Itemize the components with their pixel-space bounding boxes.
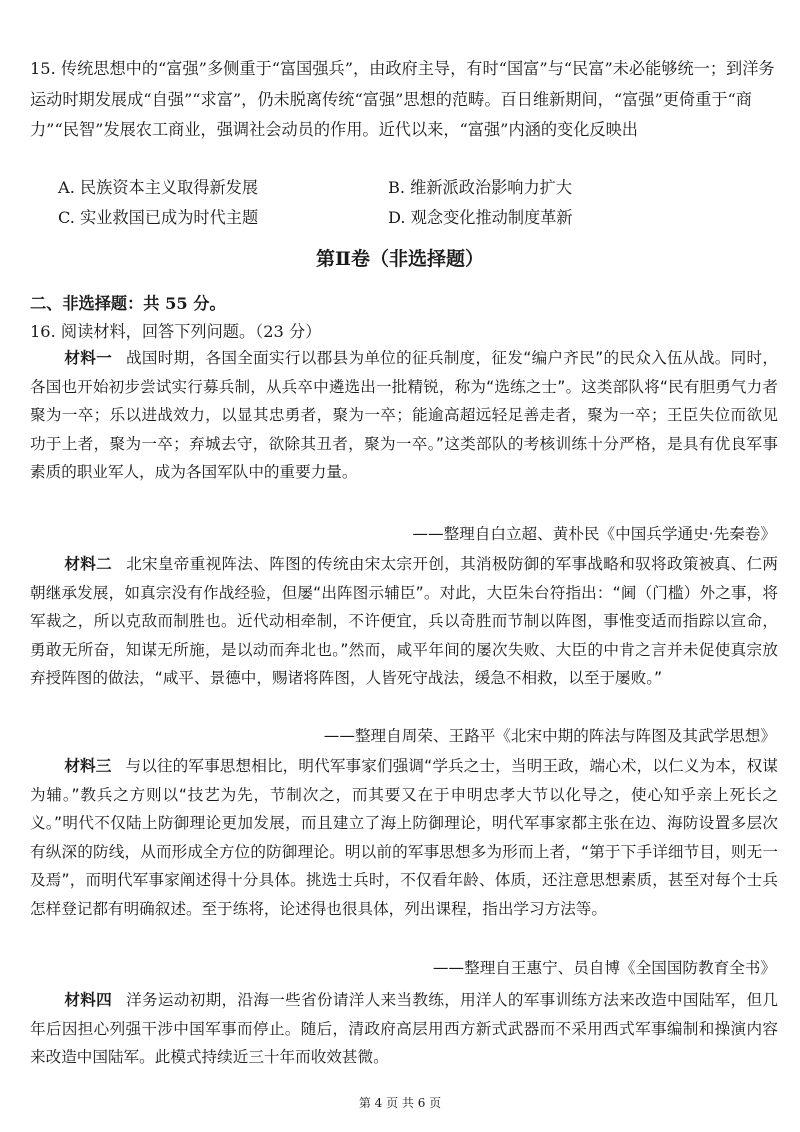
material-label: 材料三	[64, 756, 112, 775]
material-text: 洋务运动初期，沿海一些省份请洋人来当教练，用洋人的军事训练方法来改造中国陆军，但几年后因担心列强干涉中国军事而停止。随后，清政府高层用西方新式武器而不采用西式军事编制和操演内容来改造中国陆军。此模式持续近三十年而收效甚微。	[30, 991, 778, 1067]
question-16-stem: 16. 阅读材料，回答下列问题。（23 分）	[30, 322, 322, 341]
material-label: 材料二	[64, 554, 113, 573]
question-15	[30, 54, 775, 146]
page-footer: 第 4 页 共 6 页	[358, 1096, 442, 1110]
material-1	[30, 344, 778, 487]
material-text: 与以往的军事思想相比，明代军事家们强调“学兵之士，当明王政，端心术，以仁义为本，权谋为辅。”教兵之方则以“技艺为先，节制次之，而其要又在于申明忠孝大节以化导之，使心知乎亲上死长之义。”明代不仅陆上防御理论更加发展，而且建立了海上防御理论，明代军事家都主张在边、海防设置多层次有纵深的防线，从而形成全方位的防御理论。明以前的军事思想多为形而上者，“第于下手详细节目，则无一及焉”，而明代军事家阐述得十分具体。挑选士兵时，不仅看年龄、体质，还注意思想素质，甚至对每个士兵怎样登记都有明确叙述。至于练将，论述得也很具体，列出课程，指出学习方法等。	[30, 757, 778, 918]
option-b: B. 维新派政治影响力扩大	[388, 178, 573, 197]
part-two-heading: 二、非选择题：共 55 分。	[30, 294, 226, 313]
question-15-stem: 15. 传统思想中的“富强”多侧重于“富国强兵”，由政府主导，有时“国富”与“民富”未必能够统一；到洋务运动时期发展成“自强”“求富”，仍未脱离传统“富强”思想的范畴。百日维新期间，“富强”更倚重于“商力”“民智”发展农工商业，强调社会动员的作用。近代以来，“富强”内涵的变化反映出	[30, 59, 775, 139]
material-text: 战国时期，各国全面实行以郡县为单位的征兵制度，征发“编户齐民”的民众入伍从战。同时，各国也开始初步尝试实行募兵制，从兵卒中遴选出一批精锐，称为“选练之士”。这类部队将“民有胆勇气力者聚为一卒；乐以进战效力，以显其忠勇者，聚为一卒；能逾高超远轻足善走者，聚为一卒；王臣失位而欲见功于上者，聚为一卒；弃城去守，欲除其丑者，聚为一卒。”这类部队的考核训练十分严格，是具有优良军事素质的职业军人，成为各国军队中的重要力量。	[30, 349, 778, 482]
option-d: D. 观念变化推动制度革新	[388, 208, 573, 227]
material-text: 北宋皇帝重视阵法、阵图的传统由宋太宗开创，其消极防御的军事战略和驭将政策被真、仁两朝继承发展，如真宗没有作战经验，但屡“出阵图示辅臣”。对此，大臣朱台符指出：“阃（门槛）外之事，将军裁之，所以克敌而制胜也。近代动相牵制，不许便宜，兵以奇胜而节制以阵图，事惟变适而指踪以宣命，勇敢无所奋，知谋无所施，是以动而奔北也。”然而，咸平年间的屡次失败、大臣的中肯之言并未促使真宗放弃授阵图的做法，“咸平、景德中，赐诸将阵图，人皆死守战法，缓急不相救，以至于屡败。”	[30, 555, 778, 688]
material-4	[30, 986, 778, 1072]
material-label: 材料一	[64, 348, 112, 367]
option-a: A. 民族资本主义取得新发展	[58, 178, 259, 197]
section-title: 第Ⅱ卷（非选择题）	[315, 248, 484, 270]
material-2-source: ——整理自周荣、王路平《北宋中期的阵法与阵图及其武学思想》	[323, 727, 776, 745]
material-1-source: ——整理自白立超、黄朴民《中国兵学通史·先秦卷》	[412, 525, 776, 543]
material-3	[30, 752, 778, 924]
option-c: C. 实业救国已成为时代主题	[58, 208, 259, 227]
material-label: 材料四	[64, 990, 113, 1009]
material-2	[30, 550, 778, 693]
material-3-source: ——整理自王惠宁、员自博《全国国防教育全书》	[432, 959, 776, 977]
